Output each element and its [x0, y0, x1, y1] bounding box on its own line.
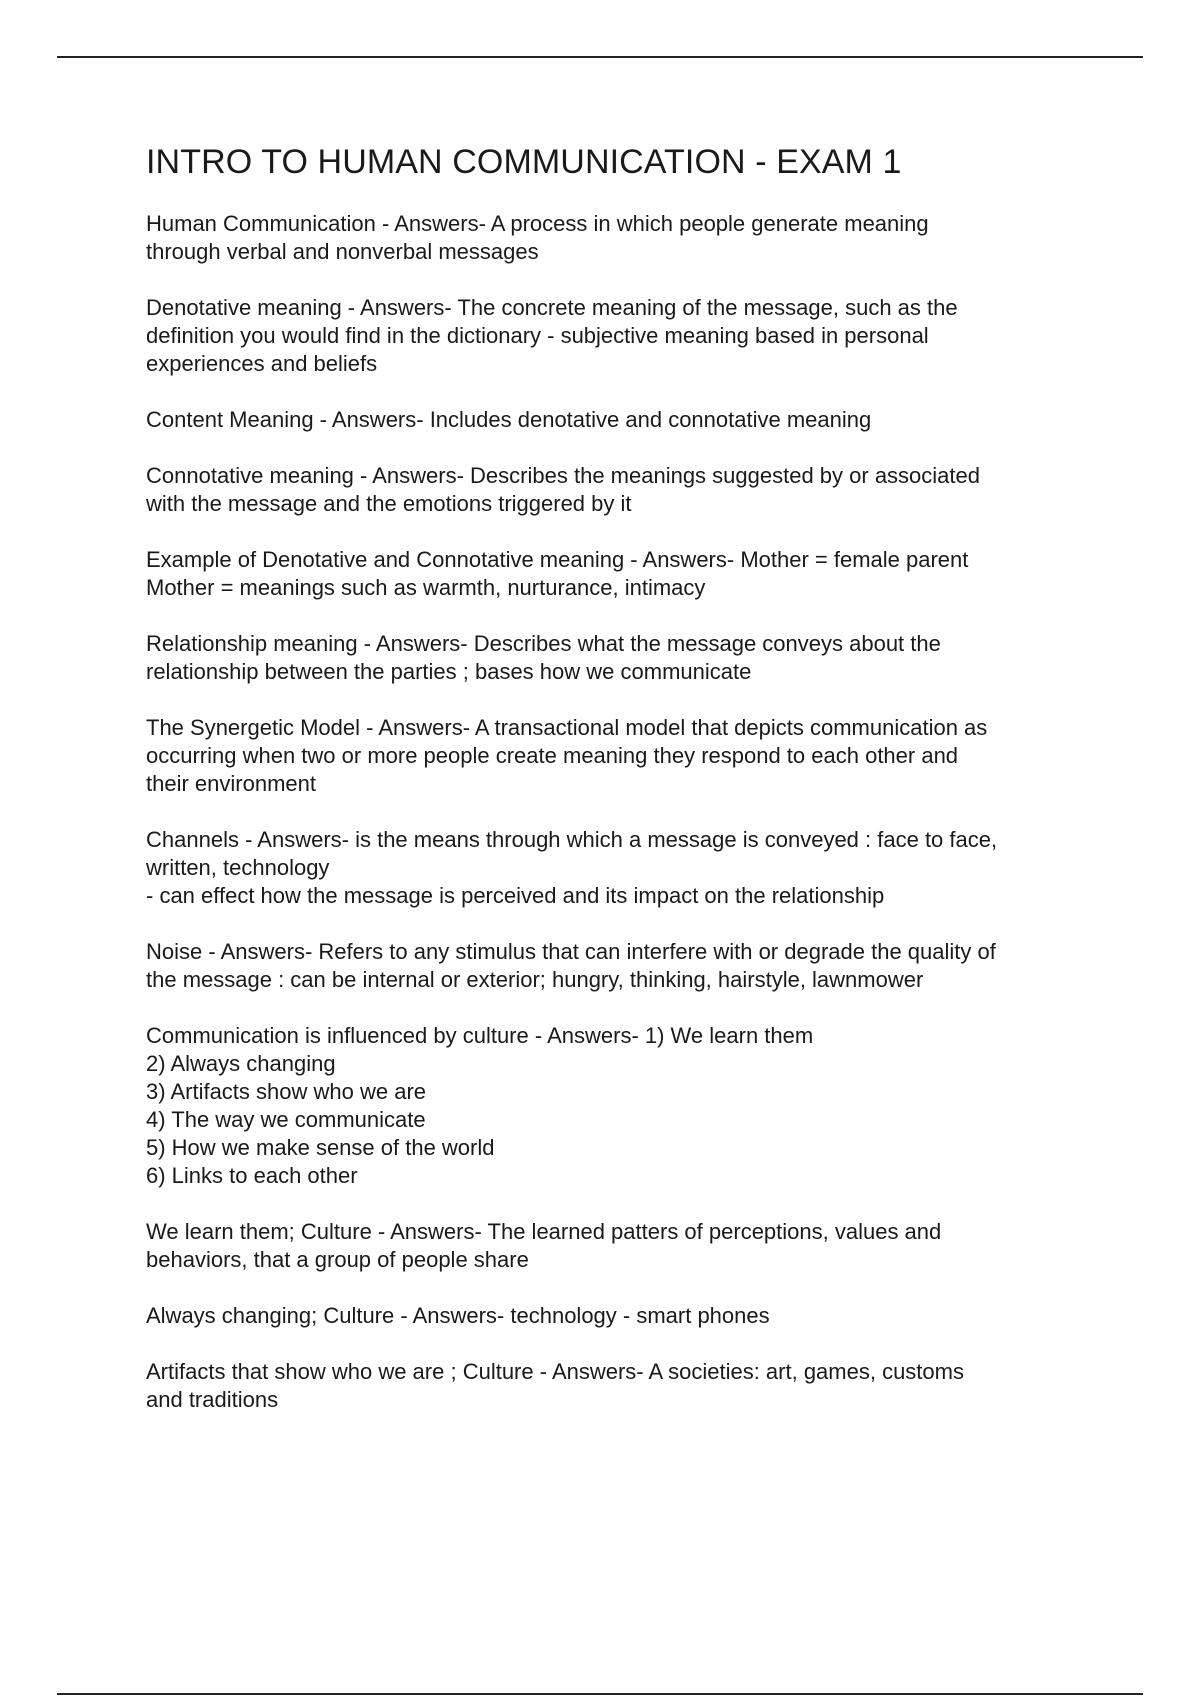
entry-always-changing: Always changing; Culture - Answers- technology - smart phones: [146, 1302, 770, 1328]
entry-synergetic-model: The Synergetic Model - Answers- A transactional model that depicts communication as occurring when two or more people create meaning they respond to each other and their environment: [146, 714, 988, 796]
entry-channels: Channels - Answers- is the means through which a message is conveyed : face to face, written, technology - can effect how the message is perceived and its impact on the relationship: [146, 826, 998, 908]
entry-denotative-connotative-example: Example of Denotative and Connotative meaning - Answers- Mother = female parent Mother = meanings such as warmth, nurturance, intimacy: [146, 546, 969, 600]
entry-artifacts: Artifacts that show who we are ; Culture - Answers- A societies: art, games, customs and traditions: [146, 1358, 964, 1412]
entry-communication-culture: Communication is influenced by culture - Answers- 1) We learn them 2) Always changing 3) Artifacts show who we are 4) The way we communicate 5) How we make sense of the world 6) Links to each other: [146, 1022, 814, 1188]
entry-content-meaning: Content Meaning - Answers- Includes denotative and connotative meaning: [146, 406, 872, 432]
entry-denotative-meaning: Denotative meaning - Answers- The concrete meaning of the message, such as the definition you would find in the dictionary - subjective meaning based in personal experiences and beliefs: [146, 294, 958, 376]
entry-we-learn-them: We learn them; Culture - Answers- The learned patters of perceptions, values and behaviors, that a group of people share: [146, 1218, 942, 1272]
top-rule: [57, 56, 1143, 58]
document-body: [146, 142, 1106, 1442]
entry-human-communication: Human Communication - Answers- A process in which people generate meaning through verbal and nonverbal messages: [146, 210, 929, 264]
bottom-rule: [57, 1693, 1143, 1695]
document-title: INTRO TO HUMAN COMMUNICATION - EXAM 1: [146, 143, 902, 181]
entry-relationship-meaning: Relationship meaning - Answers- Describes what the message conveys about the relationship between the parties ; bases how we communicate: [146, 630, 941, 684]
entry-connotative-meaning: Connotative meaning - Answers- Describes the meanings suggested by or associated with the message and the emotions triggered by it: [146, 462, 981, 516]
entry-noise: Noise - Answers- Refers to any stimulus that can interfere with or degrade the quality of the message : can be internal or exterior; hungry, thinking, hairstyle, lawnmower: [146, 938, 996, 992]
